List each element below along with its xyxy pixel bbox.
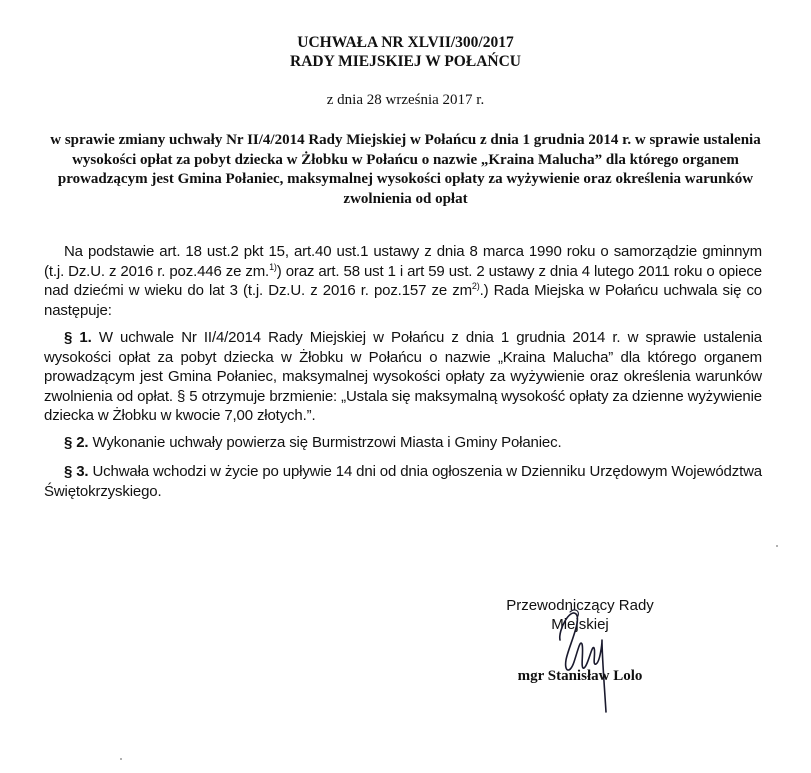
footnote-1: 1): [269, 261, 277, 272]
preamble-part2: ) oraz art. 58 ust 1 i art 59 ust. 2 ustawy z dnia 4 lutego 2011 roku o opiece nad dziećmi w wieku do lat 3 (t.j. Dz.U. z 2016 r. poz.157 ze zm: [44, 262, 762, 299]
resolution-number: UCHWAŁA NR XLVII/300/2017: [297, 34, 514, 51]
preamble-part3: .) Rada Miejska w Połańcu uchwala się co następuje:: [44, 282, 762, 319]
resolution-subject: w sprawie zmiany uchwały Nr II/4/2014 Rady Miejskiej w Połańcu z dnia 1 grudnia 2014 r. w sprawie ustalenia wysokości opłat za pobyt dziecka w Żłobku w Połańcu o nazwie „Kraina Malucha” dla którego organem prowadzącym jest Gmina Połaniec, maksymalnej wysokości opłaty za wyżywienie oraz określenia warunków zwolnienia od opłat: [50, 132, 761, 207]
scan-speck: [776, 545, 778, 547]
section-1: [44, 328, 762, 426]
section-3: [44, 462, 762, 501]
handwritten-signature: [540, 600, 620, 720]
section-1-text: W uchwale Nr II/4/2014 Rady Miejskiej w Połańcu z dnia 1 grudnia 2014 r. w sprawie ustalenia wysokości opłat za pobyt dziecka w Żłobku w Połańcu o nazwie „Kraina Malucha” dla którego organem prowadzącym jest Gmina Połaniec, maksymalnej wysokości opłaty za wyżywienie oraz określenia warunków zwolnienia od opłat. § 5 otrzymuje brzmienie: „Ustala się maksymalną wysokość opłaty za dzienne wyżywienie dziecka w Żłobku w kwocie 7,00 złotych.”.: [44, 329, 763, 424]
section-3-label: § 3.: [64, 463, 89, 480]
resolution-council: RADY MIEJSKIEJ W POŁAŃCU: [290, 53, 521, 70]
scan-speck: [120, 758, 122, 760]
section-1-label: § 1.: [64, 329, 92, 346]
signatory-name: mgr Stanisław Lolo: [517, 668, 643, 684]
preamble-part1: Na podstawie art. 18 ust.2 pkt 15, art.40 ust.1 ustawy z dnia 8 marca 1990 roku o samorządzie gminnym (t.j. Dz.U. z 2016 r. poz.446 ze zm.: [44, 243, 762, 280]
preamble-paragraph: [44, 242, 762, 320]
signatory-title-line1: Przewodniczący Rady: [506, 597, 654, 614]
section-2-text: Wykonanie uchwały powierza się Burmistrzowi Miasta i Gminy Połaniec.: [92, 434, 562, 451]
section-3-text: Uchwała wchodzi w życie po upływie 14 dni od dnia ogłoszenia w Dzienniku Urzędowym Województwa Świętokrzyskiego.: [44, 463, 762, 500]
resolution-date: z dnia 28 września 2017 r.: [326, 92, 485, 108]
signatory-title-line2: Miejskiej: [551, 616, 609, 633]
footnote-2: 2): [471, 281, 480, 291]
section-2: [44, 433, 762, 453]
section-2-label: § 2.: [64, 434, 89, 451]
